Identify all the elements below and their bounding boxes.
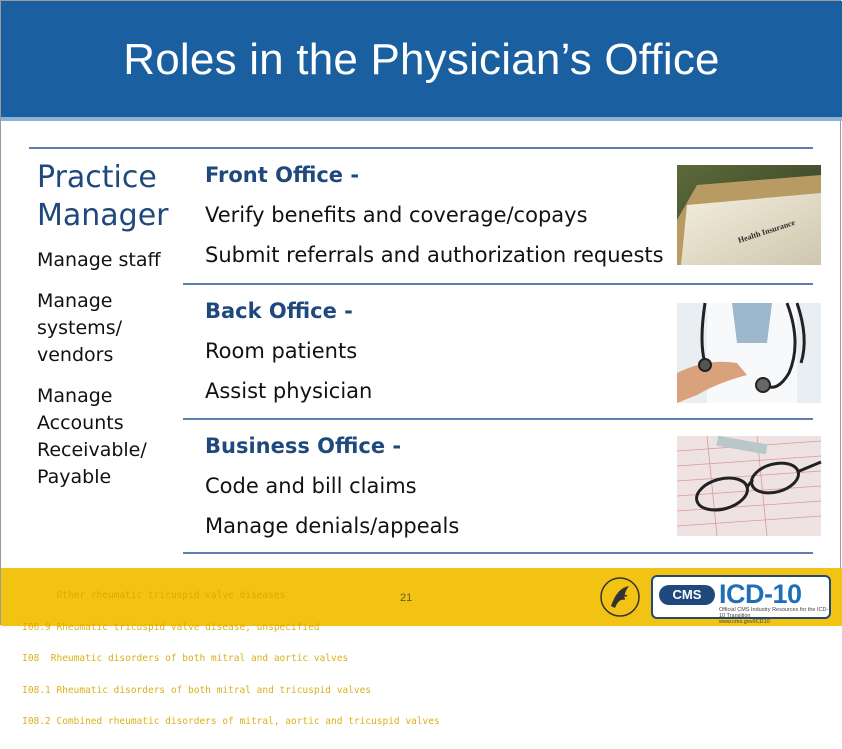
- slide-title: Roles in the Physician’s Office: [123, 35, 720, 84]
- business-office-line-1: Code and bill claims: [205, 474, 417, 498]
- back-office-section: [183, 297, 815, 417]
- pm-item-manage-accounts: [37, 383, 177, 491]
- glasses-claim-form-photo: [677, 436, 821, 536]
- section-heading-dash: -: [336, 299, 353, 323]
- pm-item-line: Accounts: [37, 412, 124, 434]
- back-office-line-1: Room patients: [205, 339, 358, 363]
- page-number: 21: [400, 592, 413, 604]
- hhs-eagle-logo-icon: [599, 576, 641, 618]
- practice-manager-column: [37, 159, 177, 491]
- code-line: I08.2 Combined rheumatic disorders of mitral, aortic and tricuspid valves: [5, 716, 440, 727]
- practice-manager-title-line: Practice: [37, 160, 157, 195]
- section-heading-dash: -: [343, 163, 360, 187]
- doctor-stethoscope-photo: [677, 303, 821, 403]
- pm-item-line: vendors: [37, 344, 114, 366]
- front-office-line-2: Submit referrals and authorization requests: [205, 243, 664, 267]
- icd10-subtitle-line: www.cms.gov/ICD10: [719, 619, 770, 625]
- cms-icd10-logo: [651, 575, 831, 625]
- pm-item-manage-systems: [37, 288, 177, 369]
- practice-manager-title-line: Manager: [37, 198, 169, 233]
- practice-manager-title: [37, 159, 177, 235]
- back-office-heading: [205, 299, 353, 323]
- title-bar: [1, 1, 842, 121]
- pm-item-line: Manage: [37, 290, 113, 312]
- health-insurance-photo: [677, 165, 821, 265]
- business-office-section: [183, 432, 815, 552]
- code-line: I06.9 Rheumatic tricuspid valve disease, unspecified: [5, 621, 320, 633]
- code-line: Other rheumatic tricuspid valve diseases: [5, 590, 286, 601]
- front-office-line-1: Verify benefits and coverage/copays: [205, 203, 588, 227]
- pm-item-line: Payable: [37, 466, 112, 488]
- footer-banner: [1, 568, 842, 727]
- pm-item-line: systems/: [37, 317, 122, 339]
- icd10-logo-subtitle: [719, 607, 829, 625]
- pm-item-line: Manage: [37, 385, 113, 407]
- code-line: I08 Rheumatic disorders of both mitral and aortic valves: [5, 653, 349, 664]
- front-office-heading: [205, 163, 359, 187]
- footer-code-background: [5, 570, 440, 749]
- section-heading-dash: -: [385, 434, 402, 458]
- pm-item-line: Receivable/: [37, 439, 147, 461]
- section-heading-text: Front Office: [205, 163, 344, 187]
- pm-item-manage-staff: [37, 247, 177, 274]
- section-divider: [183, 283, 813, 285]
- front-office-section: [183, 161, 815, 281]
- section-heading-text: Back Office: [205, 299, 337, 323]
- section-heading-text: Business Office: [205, 434, 386, 458]
- top-divider: [29, 147, 813, 149]
- health-insurance-label: Health Insurance: [736, 218, 797, 245]
- code-line: I08.1 Rheumatic disorders of both mitral and tricuspid valves: [5, 684, 372, 696]
- section-divider: [183, 418, 813, 420]
- bottom-divider: [183, 552, 813, 554]
- cms-logo-text: CMS: [659, 585, 715, 605]
- icd10-logo-text: ICD-10: [719, 579, 802, 609]
- business-office-heading: [205, 434, 401, 458]
- pm-item-line: Manage staff: [37, 249, 161, 271]
- icd10-subtitle-line: Official CMS Industry Resources for the ICD-10 Transition: [719, 607, 829, 619]
- business-office-line-2: Manage denials/appeals: [205, 514, 460, 538]
- back-office-line-2: Assist physician: [205, 379, 373, 403]
